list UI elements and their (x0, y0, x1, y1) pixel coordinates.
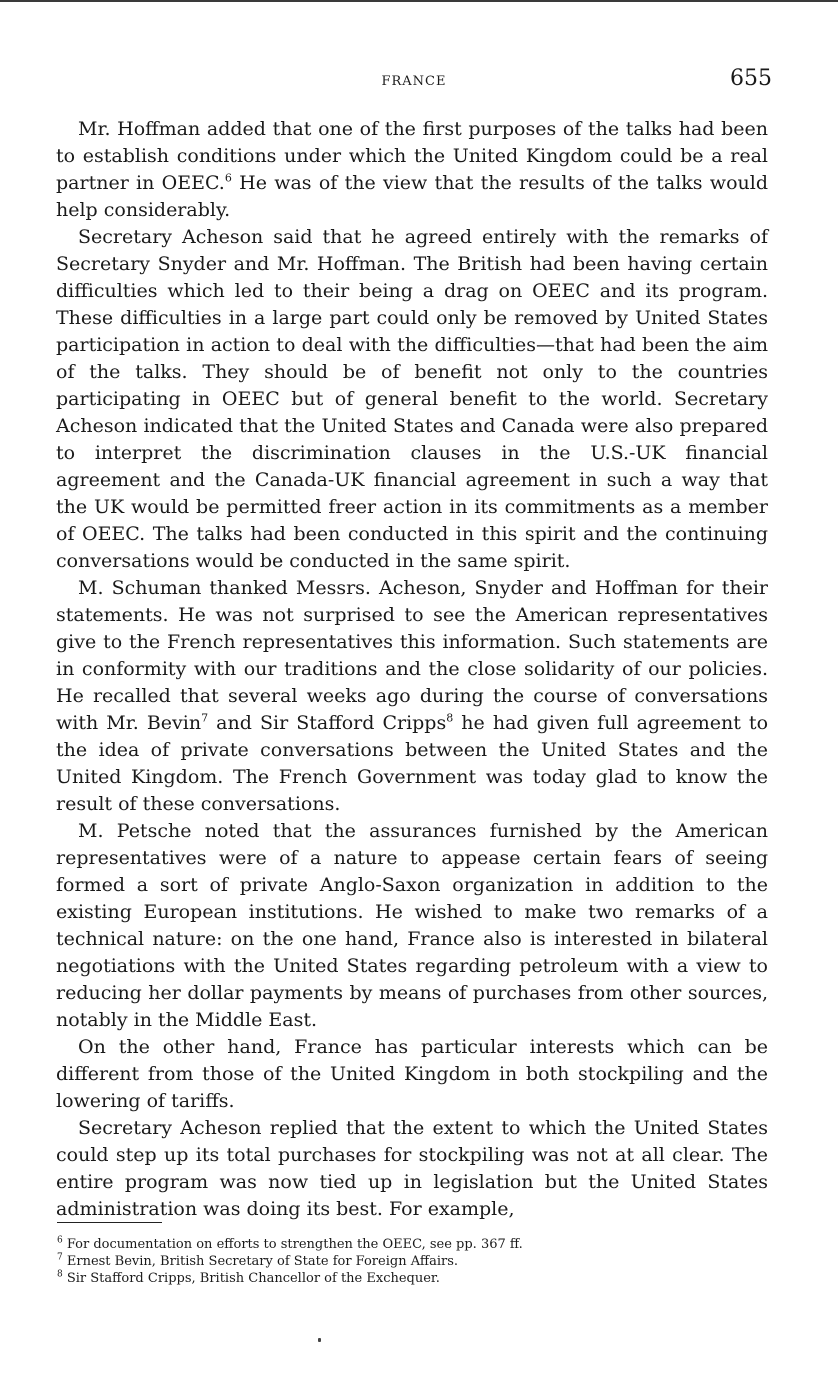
paragraph-acheson-reply: Secretary Acheson replied that the extent to which the United States could step up its total purchases for stockpiling was not at all clear. The entire program was now tied up in legislation but the United States administration was doing its best. For example, (56, 1117, 768, 1220)
paragraph-petsche: M. Petsche noted that the assurances furnished by the American representatives were of a nature to appease certain fears of seeing formed a sort of private Anglo-Saxon organization in addition to the existing European institutions. He wished to make two remarks of a technical nature: on the one hand, France also is interested in bilateral negotiations with the United States regarding petroleum with a view to reducing her dollar payments by means of purchases from other sources, notably in the Middle East. (56, 820, 768, 1031)
paragraph-schuman: M. Schuman thanked Messrs. Acheson, Snyder and Hoffman for their statements. He was not surprised to see the American representatives give to the French representatives this information. Such statements are in conformity with our traditions and the close solidarity of our policies. He recalled that several weeks ago during the course of conversations with Mr. Bevin$^7$ and Sir Stafford Cripps$^8$ he had given full agreement to the idea of private conversations between the United States and the United Kingdom. The French Government was today glad to know the result of these conversations. (56, 577, 769, 815)
paragraph-hoffman: Mr. Hoffman added that one of the first purposes of the talks had been to establish conditions under which the United Kingdom could be a real partner in OEEC.$^6$ He was of the view that the results of the talks would help considerably. (56, 118, 768, 221)
footnote-divider (57, 1222, 162, 1223)
page-number: 655 (730, 66, 772, 91)
footnote-8: $^8$ Sir Stafford Cripps, British Chancellor of the Exchequer. (57, 1269, 440, 1286)
footnote-ref-6: 6 (224, 171, 232, 185)
footnotes (57, 1236, 767, 1287)
footnote-7: $^7$ Ernest Bevin, British Secretary of State for Foreign Affairs. (57, 1252, 459, 1269)
running-title: FRANCE (381, 74, 447, 89)
footnote-ref-8: 8 (446, 711, 454, 725)
footnote-ref-7: 7 (201, 711, 209, 725)
paragraph-acheson-remarks: Secretary Acheson said that he agreed entirely with the remarks of Secretary Snyder and Mr. Hoffman. The British had been having certain difficulties which led to their being a drag on OEEC and its program. These difficulties in a large part could only be removed by United States participation in action to deal with the difficulties—that had been the aim of the talks. They should be of benefit not only to the countries participating in OEEC but of general benefit to the world. Secretary Acheson indicated that the United States and Canada were also prepared to interpret the discrimination clauses in the U.S.-UK financial agreement and the Canada-UK financial agreement in such a way that the UK would be permitted freer action in its commitments as a member of OEEC. The talks had been conducted in this spirit and the continuing conversations would be conducted in the same spirit. (56, 226, 768, 572)
body-text (56, 116, 768, 1223)
print-speck (318, 1338, 321, 1342)
page-header (56, 66, 772, 102)
footnote-6: $^6$ For documentation on efforts to strengthen the OEEC, see pp. 367 ff. (57, 1235, 523, 1252)
paragraph-other-hand: On the other hand, France has particular interests which can be different from those of the United Kingdom in both stockpiling and the lowering of tariffs. (56, 1036, 768, 1112)
top-border-rule (0, 0, 838, 2)
